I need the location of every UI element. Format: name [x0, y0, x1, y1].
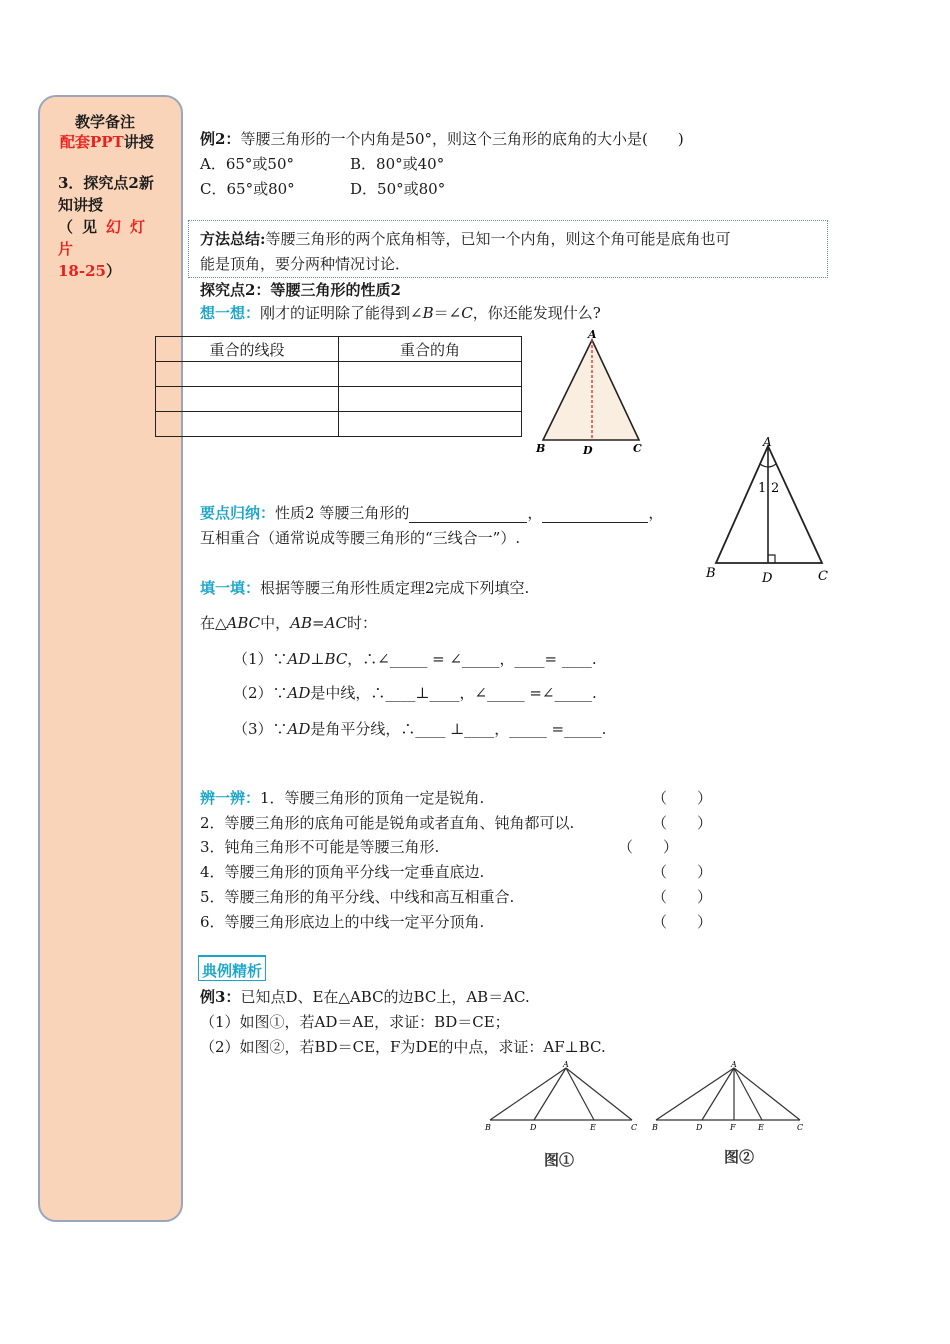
fill-item-mid: 是角平分线，∴____ ⊥____，_____ =_____. [310, 720, 607, 738]
sidebar-paren-close: ） [105, 262, 121, 280]
fill-item-post: ，∴∠_____ = ∠_____，____= ____. [347, 650, 597, 668]
table-cell[interactable] [156, 387, 339, 412]
label-a: A [563, 1060, 569, 1069]
judge-item-6: 6．等腰三角形底边上的中线一定平分顶角. [200, 913, 485, 931]
coincide-table [155, 336, 522, 437]
label-f: F [730, 1123, 736, 1132]
summary-sep-2: ， [648, 504, 664, 522]
summary-blank-2[interactable] [542, 504, 648, 523]
label-c: C [797, 1123, 804, 1132]
label-e: E [758, 1123, 764, 1132]
judge-item-text: 1．等腰三角形的顶角一定是锐角. [260, 789, 485, 807]
sidebar-title: 教学备注 [75, 113, 136, 131]
judge-answer-1[interactable]: （ ） [652, 789, 713, 807]
label-d: D [530, 1123, 537, 1132]
label-b: B [706, 566, 716, 581]
think-text-eq: ＝∠ [433, 304, 462, 322]
table-row [156, 387, 522, 412]
think-var-b: B [422, 304, 434, 322]
think-text-pre: 刚才的证明除了能得到∠ [260, 304, 423, 322]
think-text-post: ，你还能发现什么? [472, 304, 601, 322]
fill-item-pre: （2）∵ [233, 684, 288, 702]
key-summary-line1 [200, 502, 663, 523]
example2-option-c: C．65°或80° [200, 180, 295, 198]
judge-answer-2[interactable]: （ ） [652, 814, 713, 832]
label-e: E [590, 1123, 596, 1132]
judge-item-3: 3．钝角三角形不可能是等腰三角形. [200, 838, 440, 856]
table-cell[interactable] [339, 362, 522, 387]
cond-post: 时： [346, 614, 377, 632]
label-a: A [588, 328, 597, 341]
example2-option-b: B．80°或40° [350, 155, 445, 173]
table-cell[interactable] [339, 387, 522, 412]
figure1-caption: 图① [544, 1151, 575, 1169]
table-header-segments: 重合的线段 [156, 337, 339, 362]
example3-line3: （2）如图②，若BD＝CE，F为DE的中点，求证：AF⊥BC. [200, 1038, 606, 1056]
segment-ad [534, 1068, 566, 1120]
sidebar-slides-label: 幻灯片 [58, 218, 155, 258]
cond-eq: = [312, 614, 325, 632]
think-var-c: C [461, 304, 473, 322]
sidebar-ppt-label: 配套PPT [60, 133, 124, 151]
example2-question [200, 128, 684, 149]
fill-item-2 [233, 682, 597, 703]
label-b: B [652, 1123, 658, 1132]
fill-item-var2: BC [324, 650, 348, 668]
example3-line1 [200, 986, 530, 1007]
fill-condition [200, 612, 377, 633]
label-d: D [696, 1123, 703, 1132]
fill-item-pre: （3）∵ [233, 720, 288, 738]
right-angle-mark [768, 555, 775, 563]
cond-ac: AC [324, 614, 347, 632]
fill-label: 填一填： [200, 579, 261, 597]
sidebar-subtitle [60, 131, 154, 152]
table-cell[interactable] [339, 412, 522, 437]
cond-ab: AB [290, 614, 313, 632]
method-summary-line2: 能是顶角，要分两种情况讨论． [200, 255, 411, 273]
judge-item-4: 4．等腰三角形的顶角平分线一定垂直底边. [200, 863, 485, 881]
side-ab [490, 1068, 566, 1120]
example3-figure-1 [482, 1058, 644, 1173]
summary-blank-1[interactable] [409, 504, 527, 523]
table-header-row [156, 337, 522, 362]
explore-title: 探究点2：等腰三角形的性质2 [200, 281, 401, 299]
label-a: A [763, 435, 772, 449]
example3-text: 已知点D、E在△ABC的边BC上，AB＝AC. [240, 988, 530, 1006]
judge-answer-4[interactable]: （ ） [652, 863, 713, 881]
table-header-angles: 重合的角 [339, 337, 522, 362]
cond-pre: 在△ [200, 614, 227, 632]
isosceles-triangle-figure-1 [533, 328, 649, 458]
triangle-abc-2 [716, 446, 822, 563]
method-text1: 等腰三角形的两个底角相等，已知一个内角，则这个角可能是底角也可 [265, 230, 731, 248]
typical-example-heading: 典例精析 [202, 962, 263, 980]
table-cell[interactable] [156, 362, 339, 387]
segment-ad [702, 1068, 734, 1120]
fill-item-mid: ⊥ [310, 650, 325, 668]
example3-figure-2 [650, 1058, 812, 1173]
label-d: D [762, 571, 773, 586]
label-c: C [631, 1123, 638, 1132]
method-label: 方法总结: [200, 230, 266, 248]
sidebar-item-line4 [58, 260, 170, 282]
sidebar-item-line3 [58, 216, 170, 260]
key-summary-line2: 互相重合（通常说成等腰三角形的“三线合一”）. [200, 529, 521, 547]
sidebar-paren-open: （见 [58, 218, 107, 236]
segment-ae [734, 1068, 762, 1120]
judge-item-2: 2．等腰三角形的底角可能是锐角或者直角、钝角都可以. [200, 814, 575, 832]
angle-label-1: 1 [758, 481, 767, 496]
fill-item-var: AD [287, 720, 311, 738]
example2-label: 例2： [200, 130, 241, 148]
cond-abc: ABC [226, 614, 261, 632]
sidebar-item-line1: 3．探究点2新 [58, 174, 154, 192]
figure2-caption: 图② [724, 1148, 755, 1166]
summary-text: 性质2 等腰三角形的 [275, 504, 410, 522]
example2-text: 等腰三角形的一个内角是50°，则这个三角形的底角的大小是( ) [240, 130, 684, 148]
fill-item-pre: （1）∵ [233, 650, 288, 668]
segment-ae [566, 1068, 594, 1120]
fill-item-3 [233, 718, 606, 739]
sidebar-lecture-label: 讲授 [123, 133, 154, 151]
label-c: C [818, 569, 828, 584]
sidebar-slides-range: 18-25 [58, 262, 106, 280]
label-c: C [633, 442, 642, 455]
sidebar-item-line2: 知讲授 [58, 196, 104, 214]
fill-item-var: AD [287, 684, 311, 702]
angle-label-2: 2 [771, 481, 780, 496]
side-ac [566, 1068, 632, 1120]
think-label: 想一想： [200, 304, 261, 322]
example2-option-d: D．50°或80° [350, 180, 446, 198]
cond-mid: 中， [260, 614, 291, 632]
label-a: A [731, 1060, 737, 1069]
label-b: B [536, 442, 546, 455]
example3-line2: （1）如图①，若AD＝AE，求证：BD＝CE； [200, 1013, 510, 1031]
judge-item-1 [200, 787, 484, 808]
fill-text: 根据等腰三角形性质定理2完成下列填空. [260, 579, 530, 597]
table-row [156, 412, 522, 437]
label-d: D [583, 444, 593, 457]
method-summary-line1 [200, 228, 731, 249]
isosceles-triangle-figure-2 [702, 432, 834, 588]
label-b: B [485, 1123, 491, 1132]
fill-item-1 [233, 648, 597, 669]
side-ac [734, 1068, 800, 1120]
judge-answer-3[interactable]: （ ） [618, 838, 679, 856]
table-cell[interactable] [156, 412, 339, 437]
judge-label: 辨一辨： [200, 789, 261, 807]
judge-answer-5[interactable]: （ ） [652, 888, 713, 906]
summary-label: 要点归纳： [200, 504, 276, 522]
judge-item-5: 5．等腰三角形的角平分线、中线和高互相重合. [200, 888, 515, 906]
side-ab [656, 1068, 734, 1120]
table-row [156, 362, 522, 387]
think-prompt [200, 302, 601, 323]
summary-sep-1: ， [527, 504, 543, 522]
example3-label: 例3： [200, 988, 241, 1006]
fill-item-mid: 是中线，∴____⊥____，∠_____ =∠_____. [310, 684, 597, 702]
sidebar-item [58, 172, 170, 282]
fill-prompt [200, 577, 529, 598]
fill-item-var: AD [287, 650, 311, 668]
example2-option-a: A．65°或50° [200, 155, 295, 173]
triangle-abc [543, 340, 639, 440]
judge-answer-6[interactable]: （ ） [652, 913, 713, 931]
